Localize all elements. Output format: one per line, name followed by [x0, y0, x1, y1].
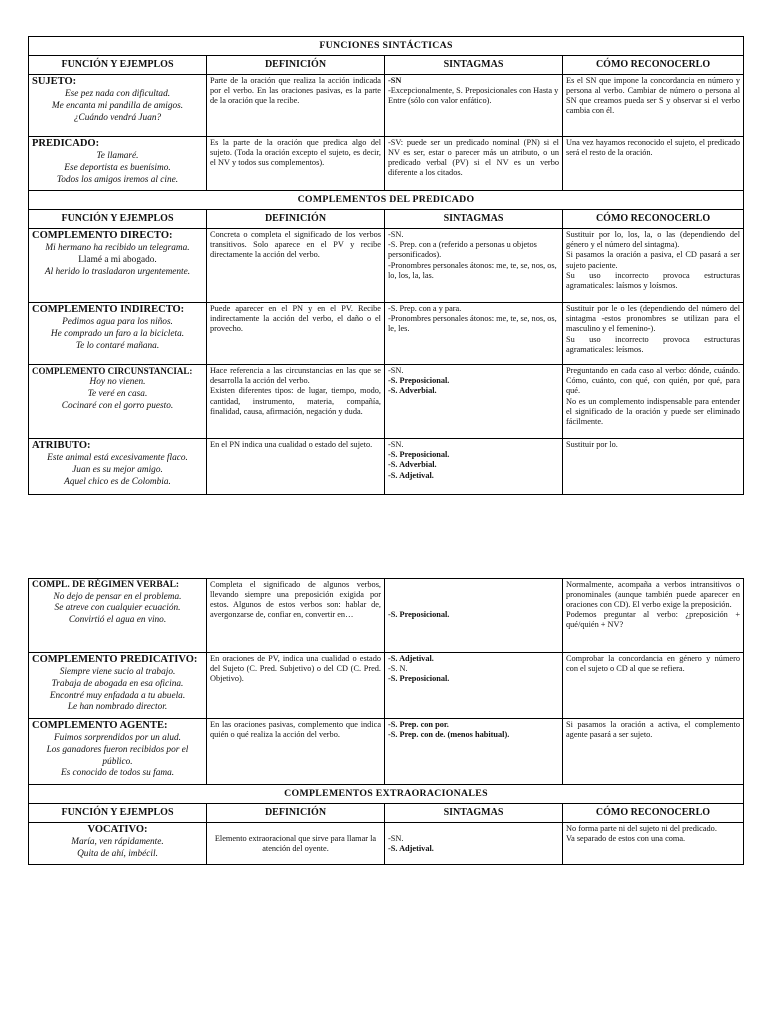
sintagma: -S. Adjetival. [388, 654, 434, 663]
sintagma: -SN. [388, 440, 404, 450]
example: Los ganadores fueron recibidos por el público. [46, 744, 189, 767]
sintagma: -S. Preposicional. [388, 674, 450, 684]
reconocer-line: Sustituir por le o les (dependiendo del número del sintagma -estos pronombres se utilizan para el masculino y el femenino-). [566, 304, 741, 334]
function-name: COMPLEMENTO CIRCUNSTANCIAL: [32, 366, 193, 377]
functions-table [28, 36, 744, 495]
sintagma: -S. Prep. con por. [388, 720, 449, 729]
row-complemento-circunstancial [29, 365, 744, 439]
function-name: ATRIBUTO: [32, 440, 91, 452]
cell-funcion [29, 439, 207, 495]
cell-reconocer [563, 365, 744, 439]
header-sintagmas: SINTAGMAS [385, 803, 563, 822]
cell-sintagmas [385, 229, 563, 303]
header-funcion: FUNCIÓN Y EJEMPLOS [29, 55, 207, 74]
section-row [29, 191, 744, 210]
example: Al herido lo trasladaron urgentemente. [44, 266, 191, 277]
row-atributo [29, 439, 744, 495]
reconocer-line: Normalmente, acompaña a verbos intransitivos o pronominales (aunque también puede aparecer en oraciones con CD). El verbo exige la preposición. [566, 580, 740, 610]
definition-line: Existen diferentes tipos: de lugar, tiempo, modo, cantidad, instrumento, materia, compañía, finalidad, causa, afirmación, negación y duda. [210, 386, 381, 416]
cell-definicion: Concreta o completa el significado de los verbos transitivos. Solo aparece en el PV y recibe directamente la acción del verbo. [207, 229, 385, 303]
example: Convirtió el agua en vino. [68, 615, 167, 626]
header-reconocer: CÓMO RECONOCERLO [563, 210, 744, 229]
cell-definicion: Completa el significado de algunos verbos, llevando siempre una preposición exigida por estos. Algunos de estos verbos son: hablar de, avergonzarse de, confiar en, convertir en… [207, 579, 385, 653]
reconocer-line: Podemos preguntar al verbo: ¿preposición + qué/quién + NV? [566, 610, 740, 630]
header-definicion: DEFINICIÓN [207, 210, 385, 229]
sintagma: -S. Preposicional. [388, 450, 450, 460]
cell-funcion [29, 719, 207, 785]
header-row [29, 55, 744, 74]
header-funcion: FUNCIÓN Y EJEMPLOS [29, 803, 207, 822]
header-row [29, 210, 744, 229]
function-name: COMPLEMENTO PREDICATIVO: [32, 654, 198, 665]
sintagma: -SN [388, 76, 402, 86]
example: Todos los amigos iremos al cine. [56, 174, 179, 185]
function-name: PREDICADO: [32, 138, 100, 150]
sintagma: -S. Prep. con de. (menos habitual). [388, 730, 510, 740]
sintagma: -S. Prep. con a y para. [388, 304, 462, 314]
section-row [29, 785, 744, 804]
reconocer-line: Preguntando en cada caso al verbo: dónde, cuándo. Cómo, cuánto, con qué, con quién, por qué, para qué. [566, 366, 741, 396]
function-name: COMPLEMENTO DIRECTO: [32, 230, 173, 242]
row-vocativo [29, 823, 744, 865]
cell-sintagmas [385, 303, 563, 365]
cell-sintagmas: -SV: puede ser un predicado nominal (PN) si el NV es ser, estar o parecer más un atributo, o un predicado verbal (PV) si el NV es un verbo diferente a los citados. [385, 137, 563, 191]
sintagma: -Excepcionalmente, S. Preposicionales con Hasta y Entre (sólo con valor enfático). [388, 86, 559, 106]
cell-reconocer: Si pasamos la oración a activa, el complemento agente pasará a ser sujeto. [563, 719, 744, 785]
reconocer-line: Su uso incorrecto provoca estructuras agramaticales: laísmos y loísmos. [566, 270, 741, 290]
cell-funcion [29, 823, 207, 865]
example: Te llamaré. [96, 150, 139, 161]
cell-reconocer [563, 229, 744, 303]
example: Ese deportista es buenísimo. [64, 162, 171, 173]
example: Encontré muy enfadada a tu abuela. [49, 690, 186, 701]
example: Te lo contaré mañana. [75, 340, 160, 351]
sintagma: -Pronombres personales átonos: me, te, se, nos, os, le, les. [388, 314, 557, 334]
header-reconocer: CÓMO RECONOCERLO [563, 803, 744, 822]
cell-definicion: Elemento extraoracional que sirve para llamar la atención del oyente. [207, 823, 385, 865]
function-name: VOCATIVO: [87, 824, 148, 836]
function-name: SUJETO: [32, 76, 77, 88]
cell-definicion: En las oraciones pasivas, complemento que indica quién o qué realiza la acción del verbo. [207, 719, 385, 785]
cell-sintagmas [385, 579, 563, 653]
sintagma: -S. Adverbial. [388, 386, 437, 396]
definition-line: Hace referencia a las circunstancias en las que se desarrolla la acción del verbo. [210, 366, 381, 386]
sintagma: -Pronombres personales átonos: me, te, se, nos, os, lo, los, la, las. [388, 260, 557, 280]
example: Trabaja de abogada en esa oficina. [51, 678, 184, 689]
cell-sintagmas [385, 823, 563, 865]
row-complemento-directo [29, 229, 744, 303]
cell-definicion: En el PN indica una cualidad o estado del sujeto. [207, 439, 385, 495]
header-sintagmas: SINTAGMAS [385, 210, 563, 229]
function-name: COMPLEMENTO INDIRECTO: [32, 304, 185, 316]
sintagma: -S. Preposicional. [388, 376, 450, 386]
example: Aquel chico es de Colombia. [64, 476, 171, 487]
example: Me encanta mi pandilla de amigos. [51, 100, 184, 111]
sintagma: -S. Adjetival. [388, 843, 434, 853]
function-name: COMPLEMENTO AGENTE: [32, 720, 168, 731]
header-definicion: DEFINICIÓN [207, 55, 385, 74]
cell-funcion [29, 365, 207, 439]
cell-funcion [29, 75, 207, 137]
header-row [29, 803, 744, 822]
sintagma: -S. Adverbial. [388, 460, 437, 470]
example: Hoy no vienen. [89, 377, 146, 388]
cell-funcion [29, 229, 207, 303]
cell-reconocer: Es el SN que impone la concordancia en número y persona al verbo. Cambiar de número o persona al SN que creamos pueda ser S y observar si el verbo cambia con él. [563, 75, 744, 137]
cell-funcion [29, 653, 207, 719]
example: Pedimos agua para los niños. [62, 317, 173, 328]
cell-reconocer [563, 579, 744, 653]
reconocer-line: Sustituir por lo, los, la, o las (dependiendo del género y el número del sintagma). [566, 230, 741, 250]
cell-reconocer: Sustituir por lo. [563, 439, 744, 495]
cell-sintagmas [385, 719, 563, 785]
row-complemento-predicativo [29, 653, 744, 719]
example: Fuimos sorprendidos por un alud. [54, 732, 181, 743]
example: He comprado un faro a la bicicleta. [50, 328, 185, 339]
title-row [29, 37, 744, 56]
cell-definicion: Puede aparecer en el PN y en el PV. Recibe indirectamente la acción del verbo, el daño o el provecho. [207, 303, 385, 365]
example: Siempre viene sucio al trabajo. [59, 666, 176, 677]
cell-reconocer: Comprobar la concordancia en género y número con el sujeto o CD al que se refiera. [563, 653, 744, 719]
section-title: COMPLEMENTOS DEL PREDICADO [29, 191, 744, 210]
example: ¿Cuándo vendrá Juan? [73, 112, 162, 123]
example: Ese pez nada con dificultad. [64, 88, 171, 99]
row-predicado [29, 137, 744, 191]
example: Juan es su mejor amigo. [72, 464, 163, 475]
sintagma: -SN. [388, 230, 404, 240]
cell-reconocer: Una vez hayamos reconocido el sujeto, el predicado será el resto de la oración. [563, 137, 744, 191]
example: Quita de ahí, imbécil. [77, 848, 158, 859]
table-title: FUNCIONES SINTÁCTICAS [29, 37, 744, 56]
reconocer-line: Si pasamos la oración a pasiva, el CD pasará a ser sujeto paciente. [566, 250, 741, 270]
header-funcion: FUNCIÓN Y EJEMPLOS [29, 210, 207, 229]
reconocer-line: No forma parte ni del sujeto ni del predicado. [566, 824, 717, 834]
cell-definicion: En oraciones de PV, indica una cualidad o estado del Sujeto (C. Pred. Subjetivo) o del CD (C. Pred. Objetivo). [207, 653, 385, 719]
row-complemento-indirecto [29, 303, 744, 365]
cell-funcion [29, 303, 207, 365]
header-reconocer: CÓMO RECONOCERLO [563, 55, 744, 74]
cell-funcion [29, 137, 207, 191]
cell-reconocer [563, 303, 744, 365]
sintagma: -S. Preposicional. [388, 610, 450, 620]
function-name: COMPL. DE RÉGIMEN VERBAL: [32, 580, 180, 590]
row-sujeto [29, 75, 744, 137]
cell-sintagmas [385, 653, 563, 719]
cell-sintagmas [385, 365, 563, 439]
sintagma: -S. N. [388, 664, 408, 674]
cell-definicion: Parte de la oración que realiza la acción indicada por el verbo. En las oraciones pasivas, es la parte de la oración que la recibe. [207, 75, 385, 137]
header-sintagmas: SINTAGMAS [385, 55, 563, 74]
sintagma: -S. Prep. con a (referido a personas u objetos personificados). [388, 240, 537, 260]
cell-definicion: Es la parte de la oración que predica algo del sujeto. (Toda la oración excepto el sujeto, es decir, el NV y todos sus complementos). [207, 137, 385, 191]
reconocer-line: Va separado de estos con una coma. [566, 834, 686, 844]
cell-definicion [207, 365, 385, 439]
sintagma: -S. Adjetival. [388, 470, 434, 480]
reconocer-line: Su uso incorrecto provoca estructuras agramaticales: leísmos. [566, 334, 741, 354]
functions-table-continued [28, 578, 744, 865]
cell-reconocer [563, 823, 744, 865]
sintagma: -SN. [388, 366, 404, 376]
example: Se atreve con cualquier ecuación. [54, 603, 181, 614]
header-definicion: DEFINICIÓN [207, 803, 385, 822]
example: No dejo de pensar en el problema. [53, 591, 182, 602]
cell-sintagmas [385, 439, 563, 495]
example: María, ven rápidamente. [71, 836, 164, 847]
example: Mi hermano ha recibido un telegrama. [45, 243, 190, 254]
cell-funcion [29, 579, 207, 653]
reconocer-line: No es un complemento indispensable para entender el significado de la oración y puede ser eliminado fácilmente. [566, 396, 741, 426]
example: Es conocido de todos su fama. [60, 768, 175, 779]
example: Cocinaré con el gorro puesto. [61, 401, 174, 411]
sintagma: -SN. [388, 833, 404, 843]
cell-sintagmas [385, 75, 563, 137]
section-title: COMPLEMENTOS EXTRAORACIONALES [29, 785, 744, 804]
example: Te veré en casa. [87, 389, 148, 400]
row-complemento-agente [29, 719, 744, 785]
example: Este animal está excesivamente flaco. [47, 453, 188, 464]
example: Le han nombrado director. [67, 702, 168, 713]
example: Llamé a mi abogado. [78, 254, 157, 265]
row-regimen-verbal [29, 579, 744, 653]
